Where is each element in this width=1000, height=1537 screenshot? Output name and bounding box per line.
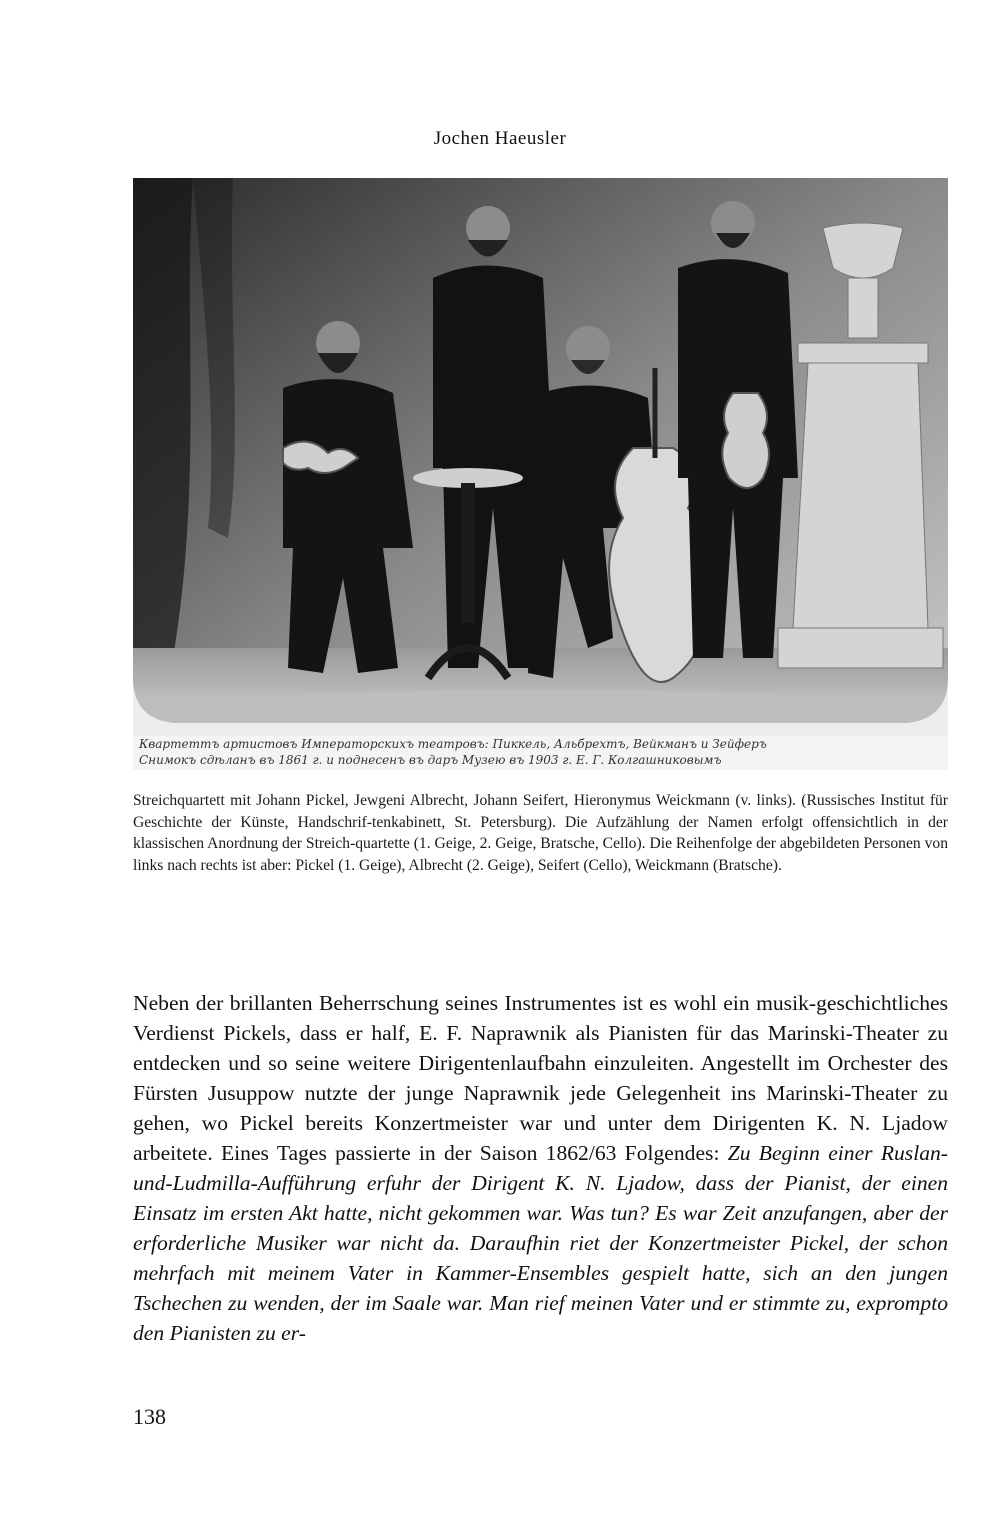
running-head: Jochen Haeusler	[433, 128, 567, 149]
quartet-photograph	[133, 178, 948, 768]
body-paragraph	[133, 988, 948, 1348]
body-paragraph-quote: Zu Beginn einer Ruslan-und-Ludmilla-Aufführung erfuhr der Dirigent K. N. Ljadow, dass der Pianist, der einen Einsatz im ersten Akt hatte, nicht gekommen war. Was tun? Es war Zeit anzufangen, aber der erforderliche Musiker war nicht da. Daraufhin riet der Konzertmeister Pickel, der schon mehrfach mit meinem Vater in Kammer-Ensembles gespielt hatte, sich an den jungen Tschechen zu wenden, der im Saale war. Man rief meinen Vater und er stimmte zu, exprompto den Pianisten zu er-	[133, 1141, 948, 1345]
inscription-line-1: Квартеттъ артистовъ Императорскихъ театровъ: Пиккель, Альбрехтъ, Вейкманъ и Зейферъ	[139, 737, 767, 751]
body-paragraph-text: Neben der brillanten Beherrschung seines Instrumentes ist es wohl ein musik-geschichtliches Verdienst Pickels, dass er half, E. F. Naprawnik als Pianisten für das Marinski-Theater zu entdecken und so seine weitere Dirigentenlaufbahn einzuleiten. Angestellt im Orchester des Fürsten Jusuppow nutzte der junge Naprawnik jede Gelegenheit ins Marinski-Theater zu gehen, wo Pickel bereits Konzertmeister war und unter dem Dirigenten K. N. Ljadow arbeitete. Eines Tages passierte in der Saison 1862/63 Folgendes:	[133, 991, 948, 1165]
photo-inscription	[133, 736, 948, 770]
inscription-line-2: Снимокъ сдѣланъ въ 1861 г. и поднесенъ въ даръ Музею въ 1903 г. Е. Г. Колгашниковымъ	[139, 753, 722, 767]
page-number: 138	[133, 1404, 166, 1429]
figure-caption: Streichquartett mit Johann Pickel, Jewgeni Albrecht, Johann Seifert, Hieronymus Weickmann (v. links). (Russisches Institut für Geschichte der Künste, Handschrif-tenkabinett, St. Petersburg). Die Aufzählung der Namen erfolgt offensichtlich in der klassischen Anordnung der Streich-quartette (1. Geige, 2. Geige, Bratsche, Cello). Die Reihenfolge der abgebildeten Personen von links nach rechts ist aber: Pickel (1. Geige), Albrecht (2. Geige), Seifert (Cello), Weickmann (Bratsche).	[133, 792, 948, 874]
